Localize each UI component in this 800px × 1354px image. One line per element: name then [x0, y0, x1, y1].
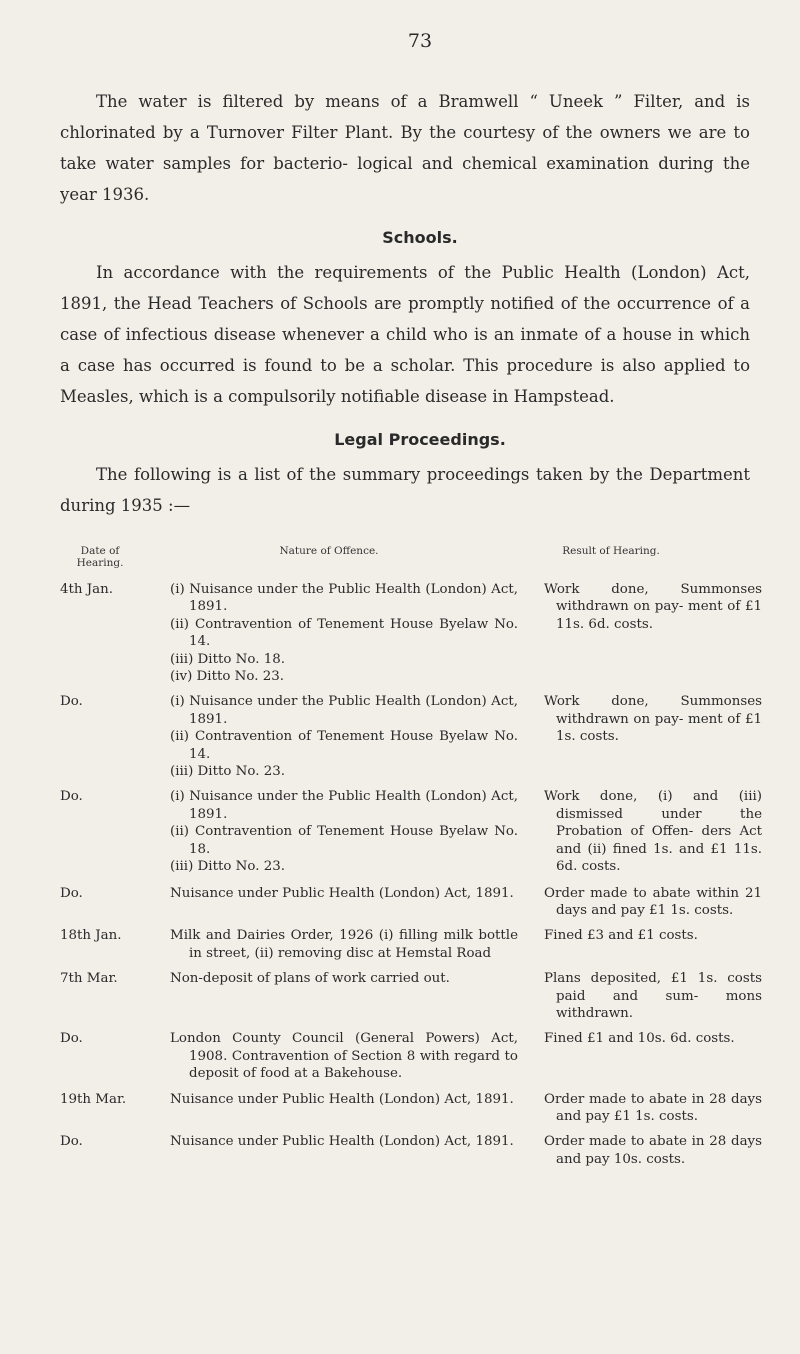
hearing-date: Do.	[60, 694, 83, 710]
header-result: Result of Hearing.	[562, 545, 660, 557]
legal-intro-paragraph: The following is a list of the summary proceedings taken by the Department during 1935 :—	[60, 465, 750, 515]
offence-item: (iv) Ditto No. 23.	[170, 669, 285, 685]
result-cell	[532, 885, 766, 920]
document-page	[60, 30, 762, 1174]
result-cell	[532, 581, 766, 685]
offence-item: Nuisance under Public Health (London) Act, 1891.	[170, 885, 514, 901]
schools-paragraph: In accordance with the requirements of the Public Health (London) Act, 1891, the Head Teachers of Schools are promptly notified of the occurrence of a case of infectious disease whenever a child who is an inmate of a house in which a case has occurred is found to be a scholar. This procedure is also applied to Measles, which is a compulsorily notifiable disease in Hampstead.	[60, 263, 750, 406]
result-text: Work done, Summonses withdrawn on pay- ment of £1 1s. costs.	[544, 694, 762, 745]
result-text: Order made to abate in 28 days and pay 10s. costs.	[544, 1134, 762, 1167]
offence-cell	[170, 581, 532, 685]
table-row	[60, 970, 762, 1022]
result-cell	[532, 927, 766, 962]
legal-proceedings-heading: Legal Proceedings.	[334, 430, 506, 449]
offence-item: Nuisance under Public Health (London) Act, 1891.	[170, 1134, 514, 1150]
table-row	[60, 1133, 762, 1168]
offence-cell	[170, 885, 532, 920]
offence-item: (iii) Ditto No. 23.	[170, 859, 286, 875]
offence-item: (iii) Ditto No. 18.	[170, 651, 286, 667]
result-text: Plans deposited, £1 1s. costs paid and sum- mons withdrawn.	[544, 971, 762, 1021]
water-filter-paragraph: The water is filtered by means of a Bramwell “ Uneek ” Filter, and is chlorinated by a Turnover Filter Plant. By the courtesy of the owners we are to take water samples for bacterio- logical and chemical examination during the year 1936.	[60, 92, 750, 204]
offence-item: London County Council (General Powers) Act, 1908. Contravention of Section 8 with regard to deposit of food at a Bakehouse.	[170, 1031, 518, 1082]
offence-item: (ii) Contravention of Tenement House Byelaw No. 18.	[170, 824, 518, 857]
offence-cell	[170, 927, 532, 962]
hearing-date: Do.	[60, 1031, 83, 1047]
table-row	[60, 788, 762, 875]
table-row	[60, 927, 750, 962]
result-cell	[532, 1030, 766, 1082]
hearing-date: 4th Jan.	[60, 582, 114, 597]
offence-item: (ii) Contravention of Tenement House Byelaw No. 14.	[170, 616, 518, 650]
offence-cell	[170, 1030, 532, 1082]
header-nature: Nature of Offence.	[279, 545, 379, 557]
hearing-date: Do.	[60, 1134, 83, 1150]
offence-item: Milk and Dairies Order, 1926 (i) filling milk bottle in street, (ii) removing disc at Hemstal Road	[170, 928, 518, 961]
table-row	[60, 1091, 762, 1126]
table-row	[60, 885, 762, 920]
offence-cell	[170, 788, 532, 875]
offence-item: (i) Nuisance under the Public Health (London) Act, 1891.	[170, 582, 518, 615]
result-text: Work done, Summonses withdrawn on pay- ment of £1 11s. 6d. costs.	[544, 582, 762, 632]
offence-item: (i) Nuisance under the Public Health (London) Act, 1891.	[170, 789, 518, 822]
offence-item: Nuisance under Public Health (London) Act, 1891.	[170, 1091, 514, 1107]
result-text: Work done, (i) and (iii) dismissed under the Probation of Offen- ders Act and (ii) fined 1s. and £1 11s. 6d. costs.	[544, 789, 762, 875]
offence-cell	[170, 1091, 532, 1126]
offence-item: (ii) Contravention of Tenement House Byelaw No. 14.	[170, 729, 518, 762]
result-cell	[532, 1133, 766, 1168]
offence-cell	[170, 693, 532, 780]
result-text: Order made to abate in 28 days and pay £1 1s. costs.	[544, 1091, 762, 1124]
offence-cell	[170, 970, 532, 1022]
table-header	[60, 545, 750, 569]
table-body	[60, 581, 762, 1168]
offence-cell	[170, 1133, 532, 1168]
result-cell	[532, 1091, 766, 1126]
result-text: Fined £3 and £1 costs.	[544, 928, 698, 944]
result-text: Order made to abate within 21 days and pay £1 1s. costs.	[544, 885, 762, 918]
table-row	[60, 581, 762, 685]
offence-item: (iii) Ditto No. 23.	[170, 764, 286, 780]
result-text: Fined £1 and 10s. 6d. costs.	[544, 1031, 735, 1047]
hearing-date: 19th Mar.	[60, 1091, 127, 1107]
hearing-date: 18th Jan.	[60, 928, 122, 944]
table-row	[60, 1030, 750, 1082]
hearing-date: Do.	[60, 885, 83, 901]
header-date: Date of Hearing.	[76, 545, 124, 569]
result-cell	[532, 970, 766, 1022]
result-cell	[532, 693, 766, 780]
hearing-date: Do.	[60, 789, 83, 805]
page-number: 73	[407, 30, 433, 52]
table-row	[60, 693, 762, 780]
offence-item: (i) Nuisance under the Public Health (London) Act, 1891.	[170, 694, 518, 727]
proceedings-table	[60, 545, 762, 1168]
result-cell	[532, 788, 766, 875]
schools-heading: Schools.	[382, 228, 458, 247]
hearing-date: 7th Mar.	[60, 971, 118, 987]
offence-item: Non-deposit of plans of work carried out.	[170, 971, 450, 987]
